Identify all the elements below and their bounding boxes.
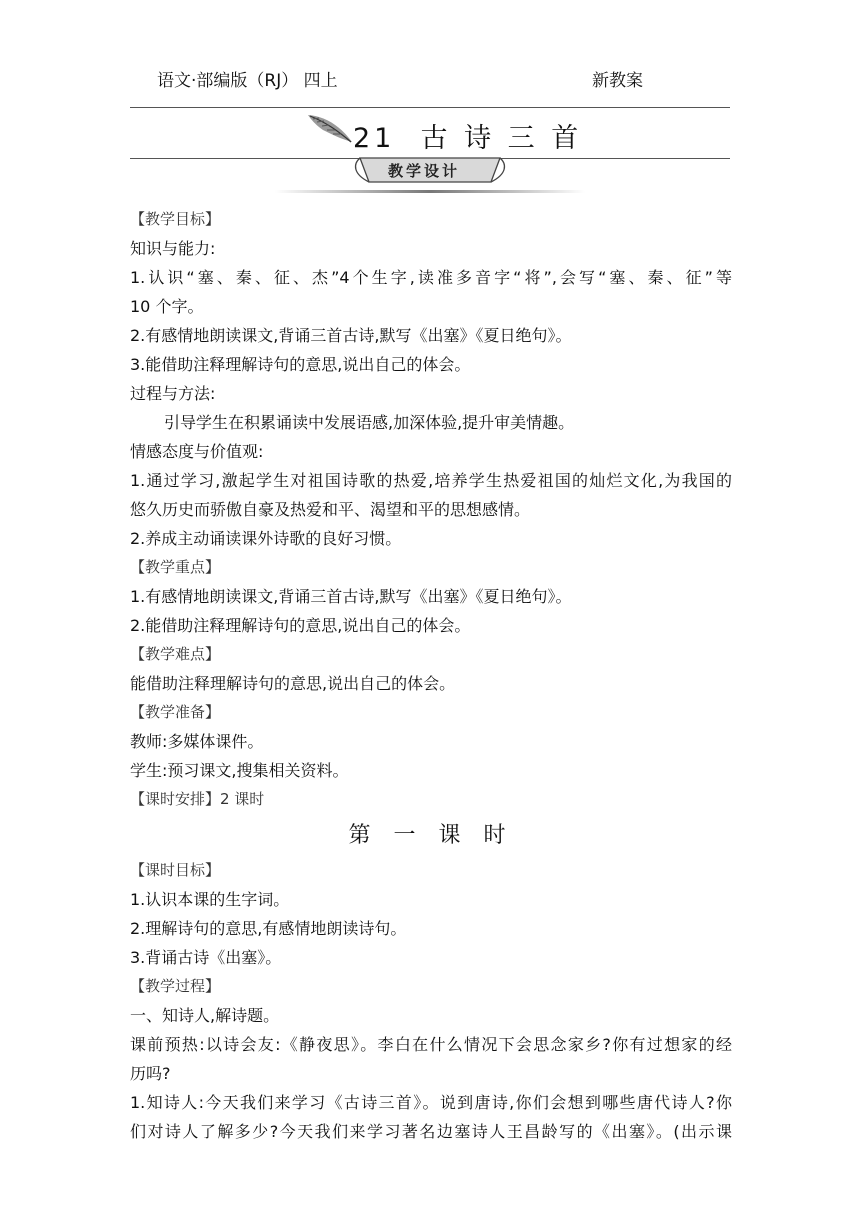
lesson-title: 21 古 诗 三 首 — [353, 123, 583, 154]
text-line: 【教学目标】 — [130, 210, 221, 228]
text-line: 10 个字。 — [130, 297, 204, 316]
objectives-block — [130, 205, 732, 814]
text-line: 3.能借助注释理解诗句的意思,说出自己的体会。 — [130, 355, 471, 374]
text-line: 【课时安排】2 课时 — [130, 790, 265, 808]
text-line: 1.知诗人:今天我们来学习《古诗三首》。说到唐诗,你们会想到哪些唐代诗人?你 — [130, 1093, 732, 1112]
text-line: 悠久历史而骄傲自豪及热爱和平、渴望和平的思想感情。 — [130, 500, 531, 519]
text-line: 过程与方法: — [130, 384, 216, 403]
text-line: 1.认识本课的生字词。 — [130, 890, 290, 909]
section-heading: 第 一 课 时 — [348, 823, 514, 848]
text-line: 2.理解诗句的意思,有感情地朗读诗句。 — [130, 919, 407, 938]
text-line: 情感态度与价值观: — [130, 442, 264, 461]
header-rule — [130, 107, 730, 108]
lesson-title-block — [305, 110, 583, 154]
text-line: 【教学难点】 — [130, 645, 221, 663]
text-line: 引导学生在积累诵读中发展语感,加深体验,提升审美情趣。 — [164, 413, 575, 432]
text-line: 教师:多媒体课件。 — [130, 732, 264, 751]
text-line: 能借助注释理解诗句的意思,说出自己的体会。 — [130, 674, 456, 693]
text-line: 2.能借助注释理解诗句的意思,说出自己的体会。 — [130, 616, 471, 635]
text-line: 学生:预习课文,搜集相关资料。 — [130, 761, 349, 780]
quill-icon — [305, 110, 355, 150]
page-header-right: 新教案 — [592, 71, 643, 91]
first-lesson-block — [130, 856, 732, 1146]
document-body — [130, 205, 732, 1146]
text-line: 1.认识“塞、秦、征、杰”4个生字,读准多音字“将”,会写“塞、秦、征”等 — [130, 268, 732, 287]
text-line: 2.有感情地朗读课文,背诵三首古诗,默写《出塞》《夏日绝句》。 — [130, 326, 572, 345]
text-line: 【教学准备】 — [130, 703, 221, 721]
text-line: 知识与能力: — [130, 239, 216, 258]
text-line: 【教学重点】 — [130, 558, 221, 576]
text-line: 们对诗人了解多少?今天我们来学习著名边塞诗人王昌龄写的《出塞》。(出示课 — [130, 1122, 732, 1141]
text-line: 一、知诗人,解诗题。 — [130, 1006, 280, 1025]
text-line: 【教学过程】 — [130, 977, 221, 995]
page-header-left: 语文·部编版（RJ） 四上 — [157, 71, 338, 91]
teaching-design-banner — [265, 156, 595, 196]
text-line: 3.背诵古诗《出塞》。 — [130, 948, 282, 967]
banner-label: 教学设计 — [387, 162, 460, 180]
text-line: 1.有感情地朗读课文,背诵三首古诗,默写《出塞》《夏日绝句》。 — [130, 587, 572, 606]
text-line: 【课时目标】 — [130, 861, 221, 879]
text-line: 历吗? — [130, 1064, 171, 1083]
text-line: 1.通过学习,激起学生对祖国诗歌的热爱,培养学生热爱祖国的灿烂文化,为我国的 — [130, 471, 732, 490]
text-line: 2.养成主动诵读课外诗歌的良好习惯。 — [130, 529, 402, 548]
text-line: 课前预热:以诗会友:《静夜思》。李白在什么情况下会思念家乡?你有过想家的经 — [130, 1035, 732, 1054]
